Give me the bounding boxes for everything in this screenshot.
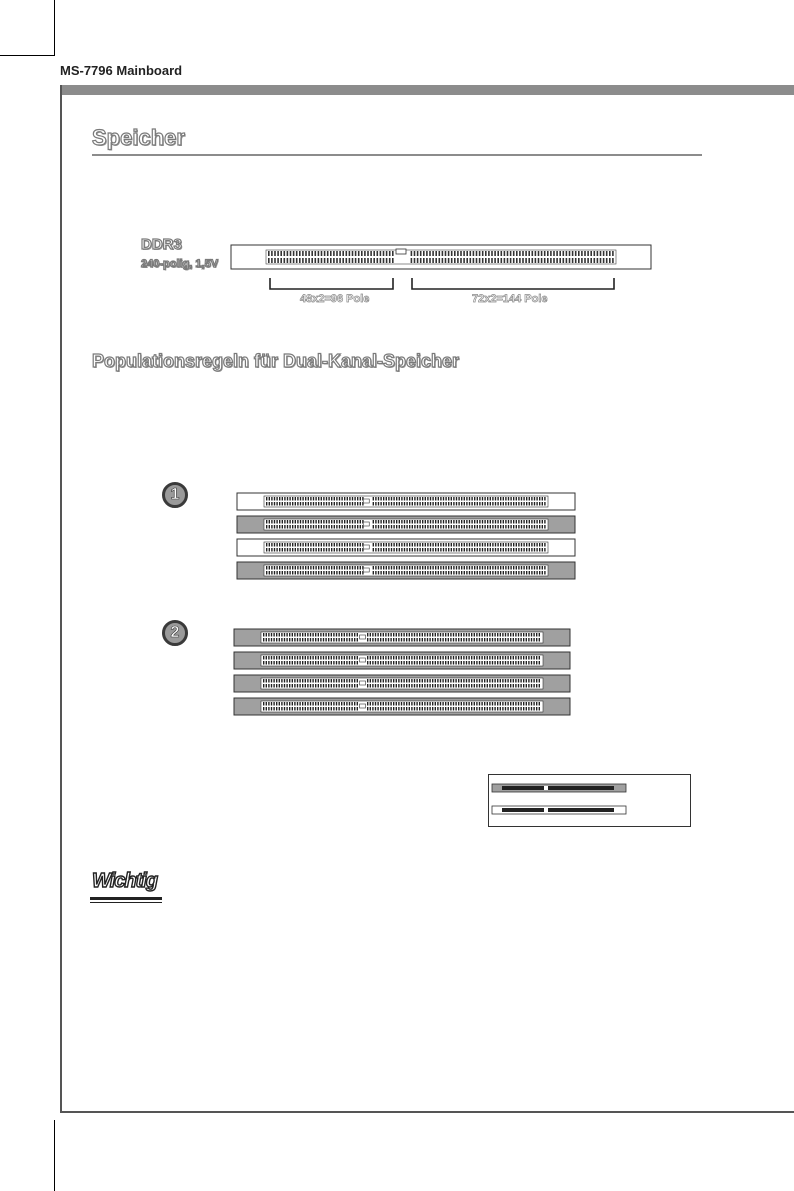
notice-title: Wichtig [92, 870, 158, 892]
config-2-slots [233, 628, 571, 718]
section-title: Speicher [92, 125, 185, 150]
ddr3-label: DDR3 [141, 236, 182, 253]
config-1-badge: 1 [162, 482, 188, 508]
crop-mark-top-left-v [54, 0, 55, 56]
crop-mark-top-left-h [0, 55, 54, 56]
legend-slot [492, 784, 626, 792]
bracket-right [412, 278, 614, 289]
memory-slot [237, 562, 575, 579]
page-frame-left [60, 85, 62, 1113]
ddr3-spec: 240-polig, 1,5V [141, 258, 219, 270]
legend-slot [492, 806, 626, 814]
ddr3-module-diagram [230, 244, 654, 294]
memory-slot [234, 652, 570, 669]
memory-slot [237, 539, 575, 556]
section-rule [92, 154, 702, 156]
memory-slot [237, 493, 575, 510]
notice-rule-thin [90, 902, 162, 903]
header-bar [60, 85, 794, 95]
module-pins [266, 250, 616, 264]
memory-slot [234, 675, 570, 692]
config-1-slots [236, 492, 576, 580]
page-header-title: MS-7796 Mainboard [60, 63, 183, 78]
legend-slots [489, 775, 690, 826]
memory-slot [234, 629, 570, 646]
memory-slot [237, 516, 575, 533]
crop-mark-bottom-left-v [54, 1120, 55, 1191]
pole-count-right: 72x2=144 Pole [472, 293, 548, 305]
module-notch [396, 249, 406, 254]
notice-rule [90, 897, 162, 900]
page-frame-bottom [60, 1111, 794, 1113]
pole-count-left: 48x2=96 Pole [300, 293, 370, 305]
population-title: Populationsregeln für Dual-Kanal-Speicher [92, 351, 460, 371]
legend-box [488, 774, 691, 827]
bracket-left [270, 278, 393, 289]
memory-slot [234, 698, 570, 715]
config-2-badge: 2 [162, 620, 188, 646]
